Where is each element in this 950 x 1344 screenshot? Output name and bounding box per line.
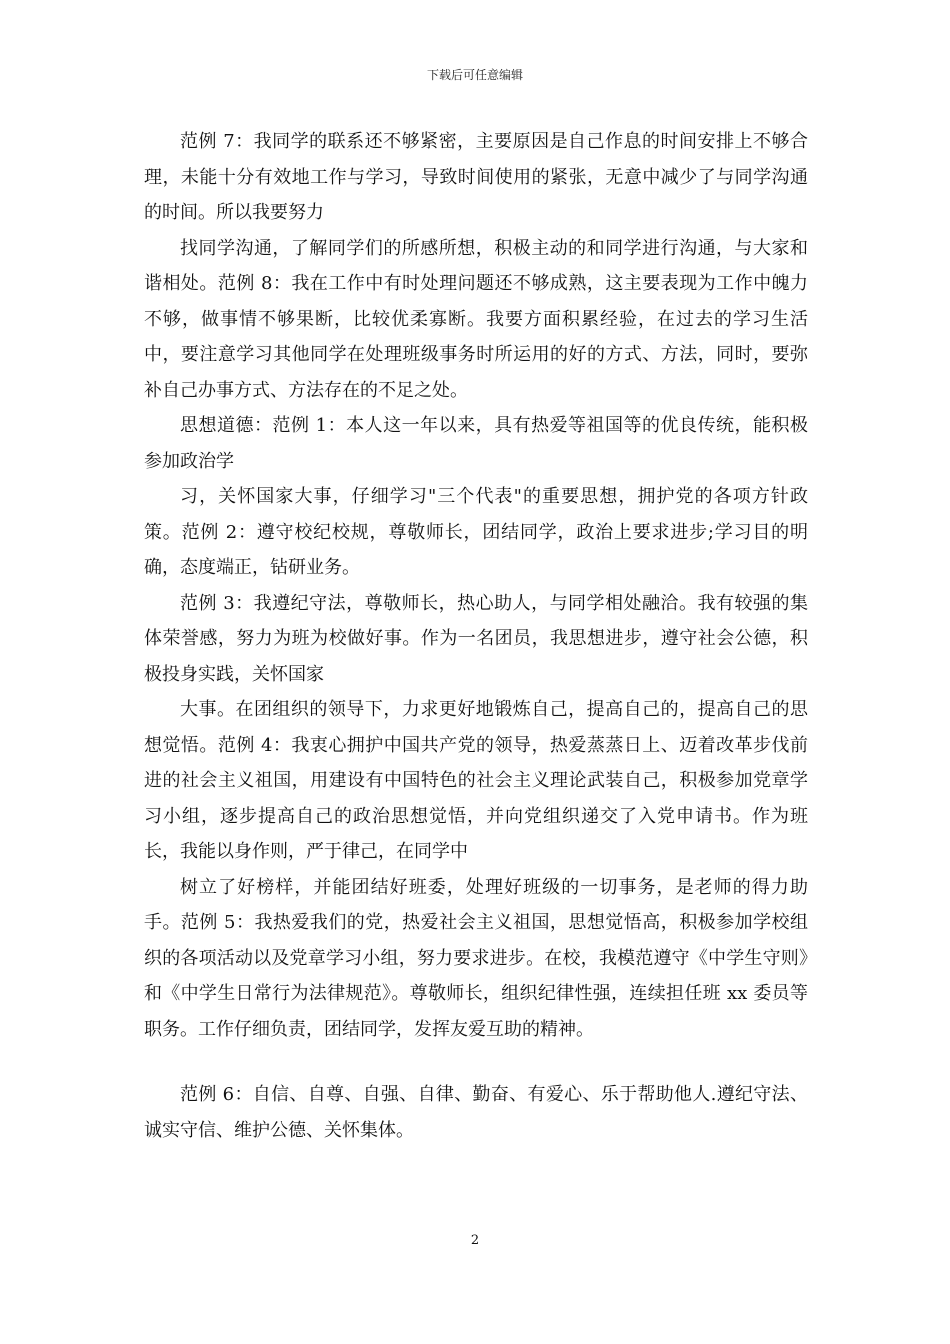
document-body bbox=[144, 124, 808, 1148]
page-header: 下载后可任意编辑 bbox=[426, 68, 523, 82]
paragraph: 大事。在团组织的领导下，力求更好地锻炼自己，提高自己的，提高自己的思想觉悟。范例 4：我衷心拥护中国共产党的领导，热爱蒸蒸日上、迈着改革步伐前进的社会主义祖国，用建设有中国特色的社会主义理论武装自己，积极参加党章学习小组，逐步提高自己的政治思想觉悟，并向党组织递交了入党申请书。作为班长，我能以身作则，严于律己，在同学中 bbox=[144, 699, 808, 862]
paragraph: 思想道德：范例 1：本人这一年以来，具有热爱等祖国等的优良传统，能积极参加政治学 bbox=[144, 415, 808, 472]
paragraph: 习，关怀国家大事，仔细学习"三个代表"的重要思想，拥护党的各项方针政策。范例 2：遵守校纪校规，尊敬师长，团结同学，政治上要求进步;学习目的明确，态度端正，钻研业务。 bbox=[144, 486, 808, 578]
paragraph: 范例 7：我同学的联系还不够紧密，主要原因是自己作息的时间安排上不够合理，未能十分有效地工作与学习，导致时间使用的紧张，无意中减少了与同学沟通的时间。所以我要努力 bbox=[144, 131, 808, 223]
paragraph: 范例 6：自信、自尊、自强、自律、勤奋、有爱心、乐于帮助他人.遵纪守法、诚实守信、维护公德、关怀集体。 bbox=[144, 1084, 808, 1141]
paragraph: 找同学沟通，了解同学们的所感所想，积极主动的和同学进行沟通，与大家和谐相处。范例 8：我在工作中有时处理问题还不够成熟，这主要表现为工作中魄力不够，做事情不够果断，比较优柔寡断。我要方面积累经验，在过去的学习生活中，要注意学习其他同学在处理班级事务时所运用的好的方式、方法，同时，要弥补自己办事方式、方法存在的不足之处。 bbox=[144, 237, 808, 401]
paragraph: 范例 3：我遵纪守法，尊敬师长，热心助人，与同学相处融洽。我有较强的集体荣誉感，努力为班为校做好事。作为一名团员，我思想进步，遵守社会公德，积极投身实践，关怀国家 bbox=[144, 592, 808, 685]
paragraph: 树立了好榜样，并能团结好班委，处理好班级的一切事务，是老师的得力助手。范例 5：我热爱我们的党，热爱社会主义祖国，思想觉悟高，积极参加学校组织的各项活动以及党章学习小组，努力要求进步。在校，我模范遵守《中学生守则》和《中学生日常行为法律规范》。尊敬师长，组织纪律性强，连续担任班 xx 委员等职务。工作仔细负责，团结同学，发挥友爱互助的精神。 bbox=[144, 876, 808, 1040]
page-number: 2 bbox=[470, 1233, 480, 1248]
